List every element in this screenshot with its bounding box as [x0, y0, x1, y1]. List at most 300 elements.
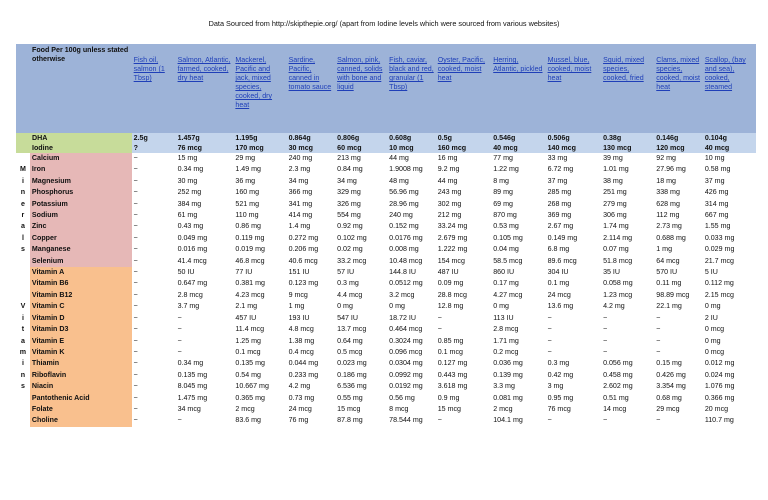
value-cell: ~: [546, 324, 602, 335]
value-cell: 1.01 mg: [601, 164, 654, 175]
value-cell: 0.049 mg: [176, 233, 234, 244]
value-cell: 0.149 mg: [546, 233, 602, 244]
table-row: [16, 324, 756, 335]
food-link[interactable]: Mackerel, Pacific and jack, mixed species, cooked, dry heat: [235, 56, 273, 109]
nutrient-label: Vitamin D: [30, 313, 132, 324]
value-cell: ~: [601, 347, 654, 358]
table-row: [16, 267, 756, 278]
nutrient-label: Vitamin B12: [30, 290, 132, 301]
nutrient-label: Selenium: [30, 256, 132, 267]
value-cell: 89 mg: [491, 187, 545, 198]
food-link[interactable]: Squid, mixed species, cooked, fried: [603, 56, 645, 82]
value-cell: 160 mg: [233, 187, 286, 198]
nutrient-label: Vitamin B6: [30, 278, 132, 289]
value-cell: 35 IU: [601, 267, 654, 278]
value-cell: 0.366 mg: [703, 393, 756, 404]
value-cell: 76 mg: [287, 415, 336, 426]
value-cell: 0.3024 mg: [387, 336, 436, 347]
value-cell: 304 IU: [546, 267, 602, 278]
value-cell: 3.618 mg: [436, 381, 492, 392]
value-cell: 110.7 mg: [703, 415, 756, 426]
food-column-header: [176, 44, 234, 133]
value-cell: 0.17 mg: [491, 278, 545, 289]
value-cell: 329 mg: [335, 187, 387, 198]
value-cell: 521 mg: [233, 199, 286, 210]
value-cell: 268 mg: [546, 199, 602, 210]
value-cell: ?: [132, 143, 176, 153]
group-letter: e: [20, 199, 25, 208]
value-cell: 92 mg: [654, 153, 703, 164]
value-cell: 0.152 mg: [387, 221, 436, 232]
table-row: [16, 210, 756, 221]
value-cell: 0 mg: [703, 301, 756, 312]
value-cell: 77 mg: [491, 153, 545, 164]
value-cell: 64 mcg: [654, 256, 703, 267]
value-cell: 0.119 mg: [233, 233, 286, 244]
value-cell: 10.48 mcg: [387, 256, 436, 267]
value-cell: 0.506g: [546, 133, 602, 143]
value-cell: 0.044 mg: [287, 358, 336, 369]
value-cell: 0.73 mg: [287, 393, 336, 404]
table-row: [16, 313, 756, 324]
value-cell: 10 mg: [703, 153, 756, 164]
value-cell: 0.105 mg: [491, 233, 545, 244]
value-cell: 0.104g: [703, 133, 756, 143]
value-cell: 0.608g: [387, 133, 436, 143]
group-letter: i: [21, 313, 24, 322]
value-cell: ~: [176, 313, 234, 324]
value-cell: ~: [132, 393, 176, 404]
value-cell: 78.544 mg: [387, 415, 436, 426]
value-cell: 860 IU: [491, 267, 545, 278]
food-column-header: [546, 44, 602, 133]
header-corner: Food Per 100g unless stated otherwise: [16, 44, 132, 133]
value-cell: 24 mcg: [287, 404, 336, 415]
value-cell: 2.679 mg: [436, 233, 492, 244]
value-cell: 0.019 mg: [233, 244, 286, 255]
value-cell: 0.008 mg: [387, 244, 436, 255]
nutrient-label: Vitamin D3: [30, 324, 132, 335]
value-cell: ~: [436, 324, 492, 335]
nutrition-table: [16, 44, 756, 427]
value-cell: ~: [601, 415, 654, 426]
value-cell: 414 mg: [287, 210, 336, 221]
value-cell: 0.5 mcg: [335, 347, 387, 358]
group-letter: [16, 404, 30, 415]
value-cell: 29 mg: [233, 153, 286, 164]
nutrient-label: Pantothenic Acid: [30, 393, 132, 404]
value-cell: ~: [132, 313, 176, 324]
food-column-header: [387, 44, 436, 133]
nutrient-label: Iodine: [16, 143, 132, 153]
value-cell: 0.056 mg: [601, 358, 654, 369]
group-letter: i: [21, 359, 24, 368]
value-cell: 0.546g: [491, 133, 545, 143]
food-link[interactable]: Clams, mixed species, cooked, moist heat: [656, 56, 701, 91]
value-cell: 0.123 mg: [287, 278, 336, 289]
value-cell: 13.6 mg: [546, 301, 602, 312]
value-cell: 2.8 mcg: [491, 324, 545, 335]
value-cell: 193 IU: [287, 313, 336, 324]
group-letter: a: [20, 336, 25, 345]
value-cell: 0.92 mg: [335, 221, 387, 232]
value-cell: 34 mg: [335, 176, 387, 187]
value-cell: ~: [436, 313, 492, 324]
value-cell: 14 mcg: [601, 404, 654, 415]
value-cell: 18.72 IU: [387, 313, 436, 324]
group-letter: [16, 256, 30, 267]
value-cell: 6.536 mg: [335, 381, 387, 392]
value-cell: 0.86 mg: [233, 221, 286, 232]
value-cell: 285 mg: [546, 187, 602, 198]
value-cell: 0 mcg: [703, 347, 756, 358]
value-cell: 0.426 mg: [654, 370, 703, 381]
value-cell: 33.24 mg: [436, 221, 492, 232]
value-cell: 0.4 mcg: [287, 347, 336, 358]
value-cell: 48 mg: [387, 176, 436, 187]
value-cell: 366 mg: [287, 187, 336, 198]
nutrient-label: Folate: [30, 404, 132, 415]
value-cell: 8 mcg: [387, 404, 436, 415]
food-column-header: [436, 44, 492, 133]
value-cell: 0.127 mg: [436, 358, 492, 369]
value-cell: 77 IU: [233, 267, 286, 278]
value-cell: ~: [176, 347, 234, 358]
value-cell: 4.4 mcg: [335, 290, 387, 301]
table-row: [16, 301, 756, 312]
value-cell: 0.033 mg: [703, 233, 756, 244]
value-cell: 2 IU: [703, 313, 756, 324]
value-cell: 8 mg: [491, 176, 545, 187]
value-cell: 21.7 mcg: [703, 256, 756, 267]
value-cell: 0.458 mg: [601, 370, 654, 381]
nutrient-label: Manganese: [30, 244, 132, 255]
value-cell: 0 mg: [387, 301, 436, 312]
group-letter: s: [20, 245, 25, 254]
value-cell: 0.3 mg: [335, 278, 387, 289]
table-row: [16, 153, 756, 164]
value-cell: 0.058 mg: [601, 278, 654, 289]
source-note: Data Sourced from http://skipthepie.org/ (apart from Iodine levels which were sourced from various websites): [208, 19, 560, 28]
table-row: [16, 415, 756, 426]
group-letter: i: [21, 176, 24, 185]
value-cell: 154 mcg: [436, 256, 492, 267]
food-link[interactable]: Herring, Atlantic, pickled: [493, 56, 543, 73]
value-cell: ~: [546, 336, 602, 347]
value-cell: 212 mg: [436, 210, 492, 221]
value-cell: 16 mg: [436, 153, 492, 164]
value-cell: ~: [132, 278, 176, 289]
value-cell: 44 mg: [436, 176, 492, 187]
value-cell: 120 mcg: [654, 143, 703, 153]
nutrient-label: Vitamin E: [30, 336, 132, 347]
value-cell: ~: [132, 153, 176, 164]
value-cell: ~: [546, 415, 602, 426]
value-cell: 1.4 mg: [287, 221, 336, 232]
food-header-row: [16, 44, 756, 133]
value-cell: ~: [654, 347, 703, 358]
value-cell: 9.2 mg: [436, 164, 492, 175]
food-link[interactable]: Salmon, Atlantic, farmed, cooked, dry heat: [177, 56, 231, 82]
value-cell: 0.58 mg: [703, 164, 756, 175]
value-cell: 0.1 mcg: [436, 347, 492, 358]
value-cell: 0.3 mg: [546, 358, 602, 369]
value-cell: 1.38 mg: [287, 336, 336, 347]
value-cell: 8.045 mg: [176, 381, 234, 392]
value-cell: 30 mcg: [287, 143, 336, 153]
value-cell: 1.25 mg: [233, 336, 286, 347]
table-row: [16, 187, 756, 198]
food-link[interactable]: Fish oil, salmon (1 Tbsp): [133, 56, 165, 82]
value-cell: 2.114 mg: [601, 233, 654, 244]
value-cell: 87.8 mg: [335, 415, 387, 426]
food-link[interactable]: Salmon, pink, canned, solids with bone and liquid: [337, 56, 383, 91]
group-letter: [16, 393, 30, 404]
value-cell: 46.8 mcg: [233, 256, 286, 267]
value-cell: 0.68 mg: [654, 393, 703, 404]
value-cell: 24 mcg: [546, 290, 602, 301]
value-cell: 213 mg: [335, 153, 387, 164]
value-cell: 0.15 mg: [654, 358, 703, 369]
value-cell: 0.029 mg: [703, 244, 756, 255]
food-column-header: [335, 44, 387, 133]
nutrient-label: Iron: [30, 164, 132, 175]
value-cell: 0.864g: [287, 133, 336, 143]
value-cell: 0.102 mg: [335, 233, 387, 244]
value-cell: 0.0992 mg: [387, 370, 436, 381]
table-row: [16, 381, 756, 392]
table-row: [16, 393, 756, 404]
value-cell: 240 mg: [387, 210, 436, 221]
food-column-header: [654, 44, 703, 133]
value-cell: 0 mg: [703, 336, 756, 347]
food-column-header: [233, 44, 286, 133]
value-cell: 3.7 mg: [176, 301, 234, 312]
value-cell: 1.195g: [233, 133, 286, 143]
value-cell: 0.096 mcg: [387, 347, 436, 358]
value-cell: 1.475 mg: [176, 393, 234, 404]
value-cell: 1.076 mg: [703, 381, 756, 392]
value-cell: 11.4 mcg: [233, 324, 286, 335]
value-cell: 20 mcg: [703, 404, 756, 415]
value-cell: 29 mcg: [654, 404, 703, 415]
nutrient-label: Riboflavin: [30, 370, 132, 381]
table-row: [16, 290, 756, 301]
value-cell: ~: [436, 415, 492, 426]
value-cell: ~: [132, 290, 176, 301]
value-cell: 0.04 mg: [491, 244, 545, 255]
value-cell: ~: [132, 347, 176, 358]
value-cell: ~: [132, 187, 176, 198]
value-cell: 240 mg: [287, 153, 336, 164]
value-cell: 12.8 mg: [436, 301, 492, 312]
group-letter: l: [21, 233, 24, 242]
value-cell: ~: [654, 313, 703, 324]
value-cell: 15 mcg: [335, 404, 387, 415]
value-cell: 457 IU: [233, 313, 286, 324]
value-cell: 667 mg: [703, 210, 756, 221]
value-cell: 33.2 mcg: [335, 256, 387, 267]
nutrient-label: Choline: [30, 415, 132, 426]
value-cell: 369 mg: [546, 210, 602, 221]
value-cell: 10 mcg: [387, 143, 436, 153]
value-cell: 83.6 mg: [233, 415, 286, 426]
value-cell: 30 mg: [176, 176, 234, 187]
value-cell: ~: [132, 221, 176, 232]
value-cell: 326 mg: [335, 199, 387, 210]
value-cell: 547 IU: [335, 313, 387, 324]
group-letter: V: [20, 302, 26, 311]
value-cell: ~: [654, 324, 703, 335]
value-cell: 0.09 mg: [436, 278, 492, 289]
value-cell: 130 mcg: [601, 143, 654, 153]
value-cell: ~: [132, 336, 176, 347]
value-cell: 4.2 mg: [601, 301, 654, 312]
value-cell: 2.602 mg: [601, 381, 654, 392]
food-column-header: [491, 44, 545, 133]
value-cell: ~: [132, 199, 176, 210]
value-cell: 4.8 mcg: [287, 324, 336, 335]
value-cell: ~: [132, 415, 176, 426]
nutrient-label: Sodium: [30, 210, 132, 221]
value-cell: 2.8 mcg: [176, 290, 234, 301]
value-cell: 279 mg: [601, 199, 654, 210]
value-cell: 0.02 mg: [335, 244, 387, 255]
group-letter: t: [21, 325, 25, 334]
value-cell: 2.5g: [132, 133, 176, 143]
value-cell: 341 mg: [287, 199, 336, 210]
value-cell: 34 mcg: [176, 404, 234, 415]
value-cell: 0.0176 mg: [387, 233, 436, 244]
value-cell: 2.1 mg: [233, 301, 286, 312]
food-link[interactable]: Mussel, blue, cooked, moist heat: [547, 56, 592, 82]
value-cell: 0.54 mg: [233, 370, 286, 381]
food-link[interactable]: Fish, caviar, black and red, granular (1 Tbsp): [389, 56, 434, 91]
table-row: [16, 347, 756, 358]
value-cell: ~: [176, 324, 234, 335]
value-cell: 2.73 mg: [654, 221, 703, 232]
value-cell: 0.036 mg: [491, 358, 545, 369]
value-cell: 3 mg: [546, 381, 602, 392]
value-cell: 44 mg: [387, 153, 436, 164]
value-cell: 160 mcg: [436, 143, 492, 153]
value-cell: 56.96 mg: [387, 187, 436, 198]
value-cell: 4.27 mcg: [491, 290, 545, 301]
value-cell: 0.9 mg: [436, 393, 492, 404]
value-cell: 0.381 mg: [233, 278, 286, 289]
value-cell: ~: [601, 313, 654, 324]
value-cell: ~: [654, 415, 703, 426]
value-cell: 0.012 mg: [703, 358, 756, 369]
value-cell: 61 mg: [176, 210, 234, 221]
value-cell: 0.0192 mg: [387, 381, 436, 392]
food-link[interactable]: Scallop, (bay and sea), cooked, steamed: [704, 56, 746, 91]
value-cell: 0.365 mg: [233, 393, 286, 404]
table-row: [16, 256, 756, 267]
value-cell: 384 mg: [176, 199, 234, 210]
value-cell: 0.081 mg: [491, 393, 545, 404]
value-cell: 28.96 mg: [387, 199, 436, 210]
group-letter: r: [21, 211, 25, 220]
table-row: [16, 164, 756, 175]
value-cell: 51.8 mcg: [601, 256, 654, 267]
value-cell: ~: [132, 244, 176, 255]
value-cell: 5 IU: [703, 267, 756, 278]
food-link[interactable]: Oyster, Pacific, cooked, moist heat: [437, 56, 486, 82]
nutrient-label: Thiamin: [30, 358, 132, 369]
value-cell: ~: [132, 404, 176, 415]
nutrient-label: DHA: [16, 133, 132, 143]
nutrient-label: Copper: [30, 233, 132, 244]
value-cell: 0.53 mg: [491, 221, 545, 232]
value-cell: 112 mg: [654, 210, 703, 221]
value-cell: 57 IU: [335, 267, 387, 278]
value-cell: 22.1 mg: [654, 301, 703, 312]
value-cell: 0.85 mg: [436, 336, 492, 347]
value-cell: 314 mg: [703, 199, 756, 210]
food-column-header: [287, 44, 336, 133]
value-cell: ~: [601, 336, 654, 347]
table-row: [16, 143, 756, 153]
value-cell: 27.96 mg: [654, 164, 703, 175]
value-cell: 0.016 mg: [176, 244, 234, 255]
nutrient-label: Vitamin A: [30, 267, 132, 278]
value-cell: ~: [132, 256, 176, 267]
value-cell: 0.0304 mg: [387, 358, 436, 369]
table-row: [16, 176, 756, 187]
value-cell: 2.3 mg: [287, 164, 336, 175]
nutrient-label: Phosphorus: [30, 187, 132, 198]
group-letter: M: [19, 165, 26, 174]
table-row: [16, 370, 756, 381]
food-column-header: [132, 44, 176, 133]
value-cell: 302 mg: [436, 199, 492, 210]
value-cell: 0.5g: [436, 133, 492, 143]
value-cell: ~: [132, 358, 176, 369]
value-cell: 487 IU: [436, 267, 492, 278]
value-cell: 0.64 mg: [335, 336, 387, 347]
value-cell: 2.15 mcg: [703, 290, 756, 301]
value-cell: 37 mg: [703, 176, 756, 187]
value-cell: 76 mcg: [546, 404, 602, 415]
value-cell: 15 mcg: [436, 404, 492, 415]
value-cell: 69 mg: [491, 199, 545, 210]
value-cell: 0.43 mg: [176, 221, 234, 232]
food-link[interactable]: Sardine, Pacific, canned in tomato sauce: [288, 56, 332, 91]
value-cell: 0.34 mg: [176, 164, 234, 175]
value-cell: 0.139 mg: [491, 370, 545, 381]
value-cell: 37 mg: [546, 176, 602, 187]
group-letter: n: [20, 188, 26, 197]
value-cell: 0.42 mg: [546, 370, 602, 381]
value-cell: 243 mg: [436, 187, 492, 198]
value-cell: 0.84 mg: [335, 164, 387, 175]
value-cell: 1.222 mg: [436, 244, 492, 255]
value-cell: ~: [546, 313, 602, 324]
nutrient-label: Vitamin K: [30, 347, 132, 358]
value-cell: 4.2 mg: [287, 381, 336, 392]
value-cell: 0.024 mg: [703, 370, 756, 381]
value-cell: 60 mcg: [335, 143, 387, 153]
value-cell: 50 IU: [176, 267, 234, 278]
nutrient-label: Potassium: [30, 199, 132, 210]
value-cell: 251 mg: [601, 187, 654, 198]
group-letter: n: [20, 370, 26, 379]
value-cell: ~: [132, 381, 176, 392]
value-cell: 1.55 mg: [703, 221, 756, 232]
value-cell: 151 IU: [287, 267, 336, 278]
value-cell: 6.72 mg: [546, 164, 602, 175]
